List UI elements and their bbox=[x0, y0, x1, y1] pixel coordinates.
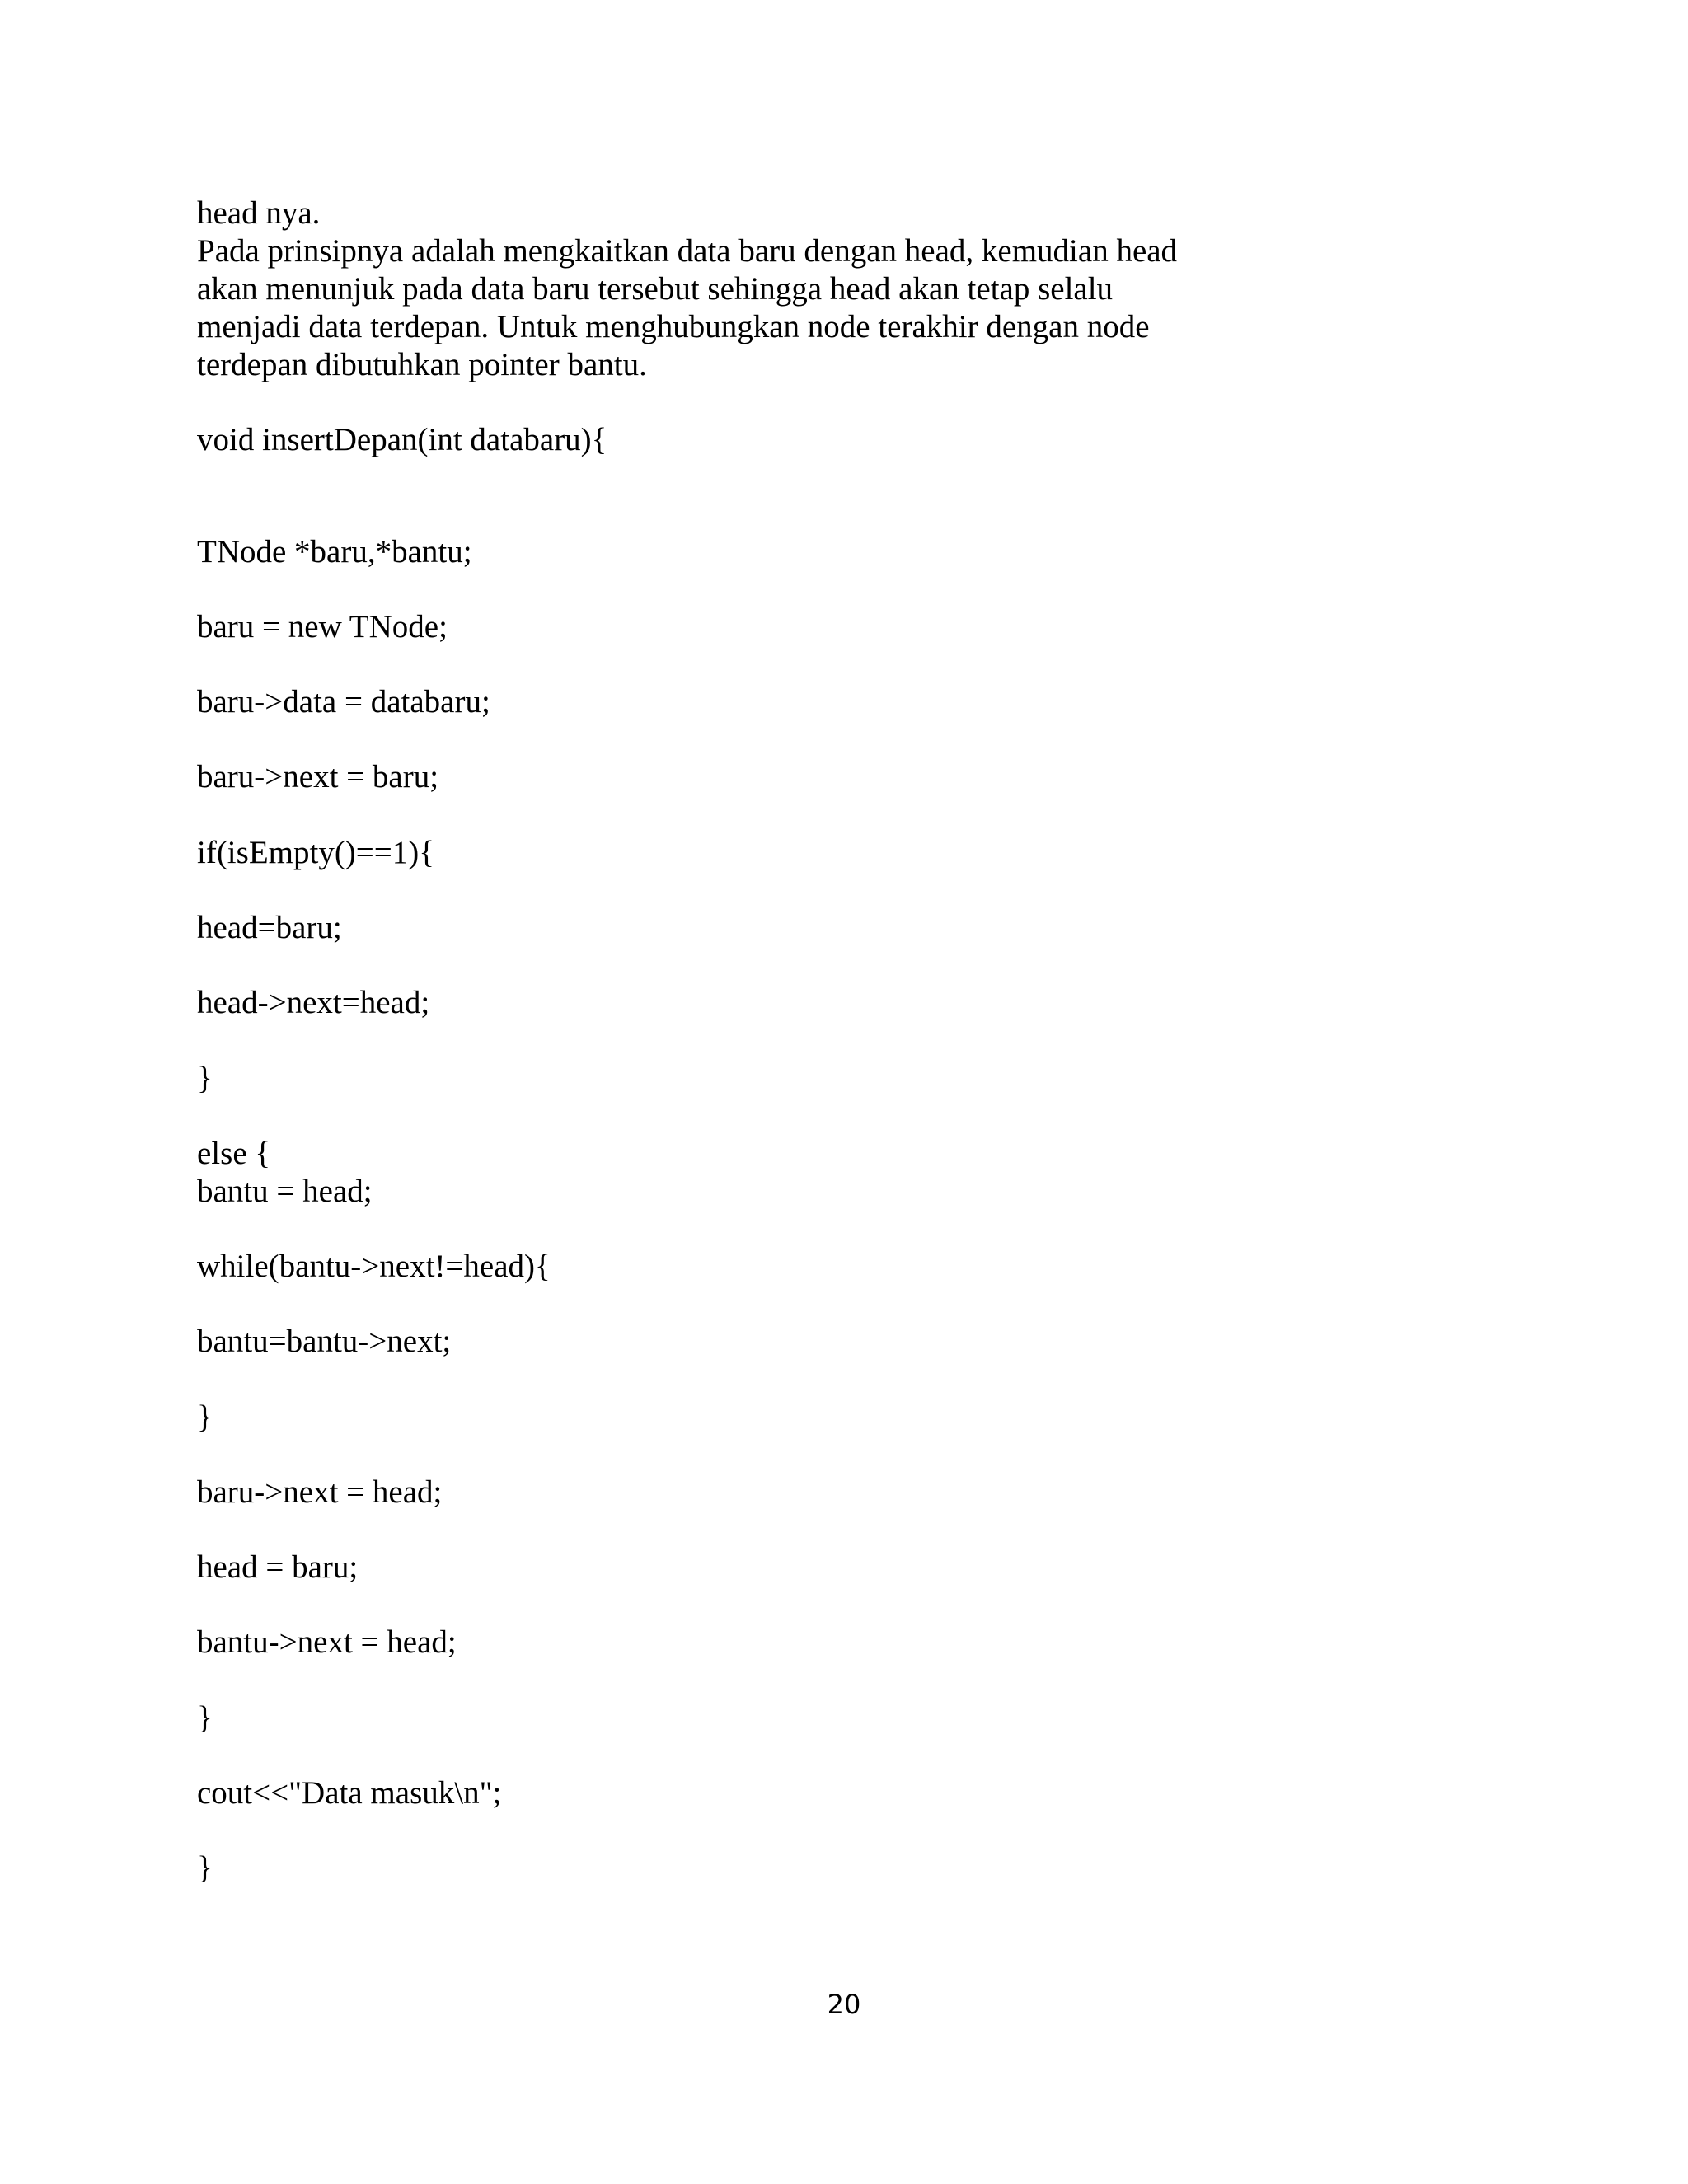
paragraph-line: terdepan dibutuhkan pointer bantu. bbox=[197, 347, 647, 382]
code-line: while(bantu->next!=head){ bbox=[197, 1249, 551, 1284]
code-line: void insertDepan(int databaru){ bbox=[197, 422, 607, 457]
code-line: } bbox=[197, 1700, 213, 1736]
code-line: } bbox=[197, 1399, 213, 1435]
code-line: } bbox=[197, 1850, 213, 1886]
paragraph-line: akan menunjuk pada data baru tersebut sehingga head akan tetap selalu bbox=[197, 271, 1114, 307]
page-number: 20 bbox=[827, 1989, 861, 2020]
code-line: baru = new TNode; bbox=[197, 609, 448, 644]
paragraph-line: head nya. bbox=[197, 195, 321, 231]
code-line: baru->next = head; bbox=[197, 1474, 443, 1510]
code-line: head = baru; bbox=[197, 1549, 359, 1585]
code-line: bantu=bantu->next; bbox=[197, 1324, 452, 1359]
code-line: else { bbox=[197, 1136, 271, 1171]
code-line: baru->data = databaru; bbox=[197, 684, 490, 719]
paragraph-line: menjadi data terdepan. Untuk menghubungkan node terakhir dengan node bbox=[197, 309, 1150, 344]
code-line: head->next=head; bbox=[197, 985, 430, 1020]
code-line: if(isEmpty()==1){ bbox=[197, 835, 434, 870]
code-line: } bbox=[197, 1061, 213, 1096]
code-line: cout<<"Data masuk\n"; bbox=[197, 1775, 502, 1811]
code-line: bantu = head; bbox=[197, 1174, 373, 1209]
code-line: head=baru; bbox=[197, 910, 342, 945]
code-line: bantu->next = head; bbox=[197, 1624, 457, 1660]
code-line: TNode *baru,*bantu; bbox=[197, 534, 472, 569]
paragraph-line: Pada prinsipnya adalah mengkaitkan data baru dengan head, kemudian head bbox=[197, 233, 1178, 269]
code-line: baru->next = baru; bbox=[197, 759, 439, 794]
